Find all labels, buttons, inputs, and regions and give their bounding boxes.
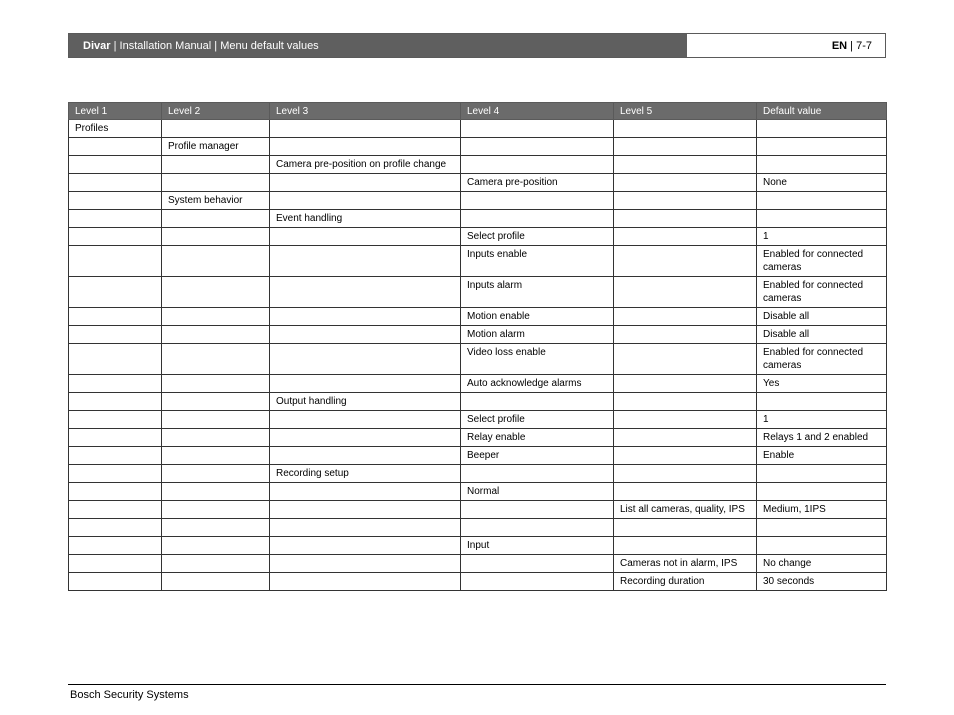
table-cell [69,210,162,228]
table-cell: 1 [757,411,887,429]
table-cell: Relays 1 and 2 enabled [757,429,887,447]
table-row [69,375,887,393]
table-row [69,393,887,411]
table-cell [69,465,162,483]
table-cell: Enabled for connected cameras [757,277,887,308]
column-header: Level 2 [162,103,270,120]
table-cell [69,393,162,411]
table-cell [270,411,461,429]
table-cell: List all cameras, quality, IPS [614,501,757,519]
table-cell: Disable all [757,308,887,326]
table-cell [270,174,461,192]
table-body [69,120,887,591]
table-cell [461,573,614,591]
header-title-bar [69,34,687,57]
table-cell [614,277,757,308]
table-cell [69,555,162,573]
table-cell: Auto acknowledge alarms [461,375,614,393]
table-cell [757,537,887,555]
table-cell [162,429,270,447]
table-cell: Input [461,537,614,555]
table-cell [162,501,270,519]
brand-name: Divar [83,39,111,52]
table-cell [614,192,757,210]
table-cell [614,138,757,156]
table-cell [162,326,270,344]
table-cell: Enabled for connected cameras [757,344,887,375]
table-cell [69,501,162,519]
table-cell [757,519,887,537]
table-cell: Disable all [757,326,887,344]
table-row [69,120,887,138]
manual-title: Installation Manual [119,39,212,52]
table-cell: Beeper [461,447,614,465]
table-row [69,429,887,447]
table-cell: Medium, 1IPS [757,501,887,519]
table-cell [162,375,270,393]
table-cell [162,308,270,326]
table-cell [69,174,162,192]
table-row [69,156,887,174]
table-cell [162,228,270,246]
table-cell [614,393,757,411]
table-cell: No change [757,555,887,573]
table-cell [69,138,162,156]
table-row [69,519,887,537]
table-cell: 1 [757,228,887,246]
footer-company: Bosch Security Systems [70,689,189,701]
table-cell [270,537,461,555]
table-cell [162,465,270,483]
table-cell [614,308,757,326]
table-cell [270,519,461,537]
table-cell [270,573,461,591]
table-row [69,246,887,277]
table-cell [69,308,162,326]
table-cell: Recording duration [614,573,757,591]
table-cell [270,138,461,156]
table-row [69,537,887,555]
table-cell [461,192,614,210]
table-cell [614,465,757,483]
table-cell: Enabled for connected cameras [757,246,887,277]
table-cell [162,447,270,465]
table-cell [614,447,757,465]
table-cell [270,501,461,519]
table-cell [162,537,270,555]
table-cell [162,411,270,429]
table-cell [614,483,757,501]
table-row [69,411,887,429]
column-header: Level 4 [461,103,614,120]
table-cell: Video loss enable [461,344,614,375]
table-cell: System behavior [162,192,270,210]
table-cell: Cameras not in alarm, IPS [614,555,757,573]
table-row [69,501,887,519]
table-cell [162,120,270,138]
table-cell [162,483,270,501]
table-cell [69,429,162,447]
page-header [68,33,886,58]
table-cell [270,483,461,501]
table-cell [162,174,270,192]
table-cell [614,174,757,192]
table-cell: Camera pre-position [461,174,614,192]
header-page-info [687,34,885,57]
table-cell [162,156,270,174]
column-header: Default value [757,103,887,120]
table-cell [270,192,461,210]
table-cell [461,501,614,519]
table-cell [757,210,887,228]
table-cell: Recording setup [270,465,461,483]
table-cell [614,344,757,375]
table-cell: 30 seconds [757,573,887,591]
table-cell [614,537,757,555]
table-cell: Profiles [69,120,162,138]
table-cell: Profile manager [162,138,270,156]
table-cell [162,344,270,375]
table-row [69,555,887,573]
table-row [69,192,887,210]
table-cell [69,447,162,465]
table-cell [69,537,162,555]
table-cell [461,138,614,156]
table-row [69,277,887,308]
table-cell [614,210,757,228]
column-header: Level 1 [69,103,162,120]
table-cell [270,326,461,344]
table-row [69,174,887,192]
table-cell [461,156,614,174]
table-cell: Camera pre-position on profile change [270,156,461,174]
table-row [69,308,887,326]
menu-defaults-table [68,102,887,591]
table-cell [461,210,614,228]
table-cell: Motion enable [461,308,614,326]
table-cell [461,120,614,138]
table-cell: Inputs alarm [461,277,614,308]
table-cell [614,375,757,393]
table-cell [162,519,270,537]
table-row [69,326,887,344]
table-header-row [69,103,887,120]
table-row [69,465,887,483]
table-cell [270,228,461,246]
table-cell [162,573,270,591]
table-cell: Inputs enable [461,246,614,277]
table-cell: None [757,174,887,192]
table-cell [757,465,887,483]
column-header: Level 5 [614,103,757,120]
table-cell: Enable [757,447,887,465]
table-cell [614,228,757,246]
table-cell [614,156,757,174]
table-cell [757,138,887,156]
table-cell [614,519,757,537]
table-cell: Output handling [270,393,461,411]
table-cell [270,344,461,375]
table-row [69,138,887,156]
table-cell: Select profile [461,411,614,429]
table-cell [69,228,162,246]
section-title: Menu default values [220,39,319,52]
table-cell [270,447,461,465]
table-cell [757,393,887,411]
table-cell [69,326,162,344]
table-cell: Event handling [270,210,461,228]
table-cell [757,156,887,174]
table-cell [461,555,614,573]
table-cell [69,375,162,393]
page-separator: | [847,39,857,52]
table-cell: Motion alarm [461,326,614,344]
table-cell [614,411,757,429]
table-cell [461,519,614,537]
table-cell [69,192,162,210]
table-cell [270,120,461,138]
header-separator: | [110,39,120,52]
table-row [69,344,887,375]
table-cell [270,555,461,573]
table-cell [69,483,162,501]
table-cell [162,246,270,277]
table-cell [69,573,162,591]
column-header: Level 3 [270,103,461,120]
table-cell [69,277,162,308]
footer-divider [68,684,886,685]
table-cell [270,246,461,277]
table-row [69,447,887,465]
table-row [69,210,887,228]
page-number: 7-7 [856,39,872,52]
table-cell [69,246,162,277]
table-cell [162,210,270,228]
table-cell [461,465,614,483]
table-cell [614,246,757,277]
table-cell [757,120,887,138]
table-cell: Yes [757,375,887,393]
table-cell [69,344,162,375]
table-cell [69,411,162,429]
table-cell [461,393,614,411]
table-cell [614,326,757,344]
table-row [69,483,887,501]
table-cell: Relay enable [461,429,614,447]
table-cell [614,120,757,138]
table-cell [270,429,461,447]
table-row [69,228,887,246]
language-code: EN [831,39,848,52]
table-cell [162,277,270,308]
table-cell [162,555,270,573]
header-separator: | [211,39,221,52]
table-cell [614,429,757,447]
table-cell [757,483,887,501]
table-cell: Normal [461,483,614,501]
table-cell [69,519,162,537]
table-row [69,573,887,591]
table-cell [270,308,461,326]
table-cell [270,375,461,393]
table-cell [69,156,162,174]
table-cell [757,192,887,210]
table-cell: Select profile [461,228,614,246]
table-cell [162,393,270,411]
table-cell [270,277,461,308]
